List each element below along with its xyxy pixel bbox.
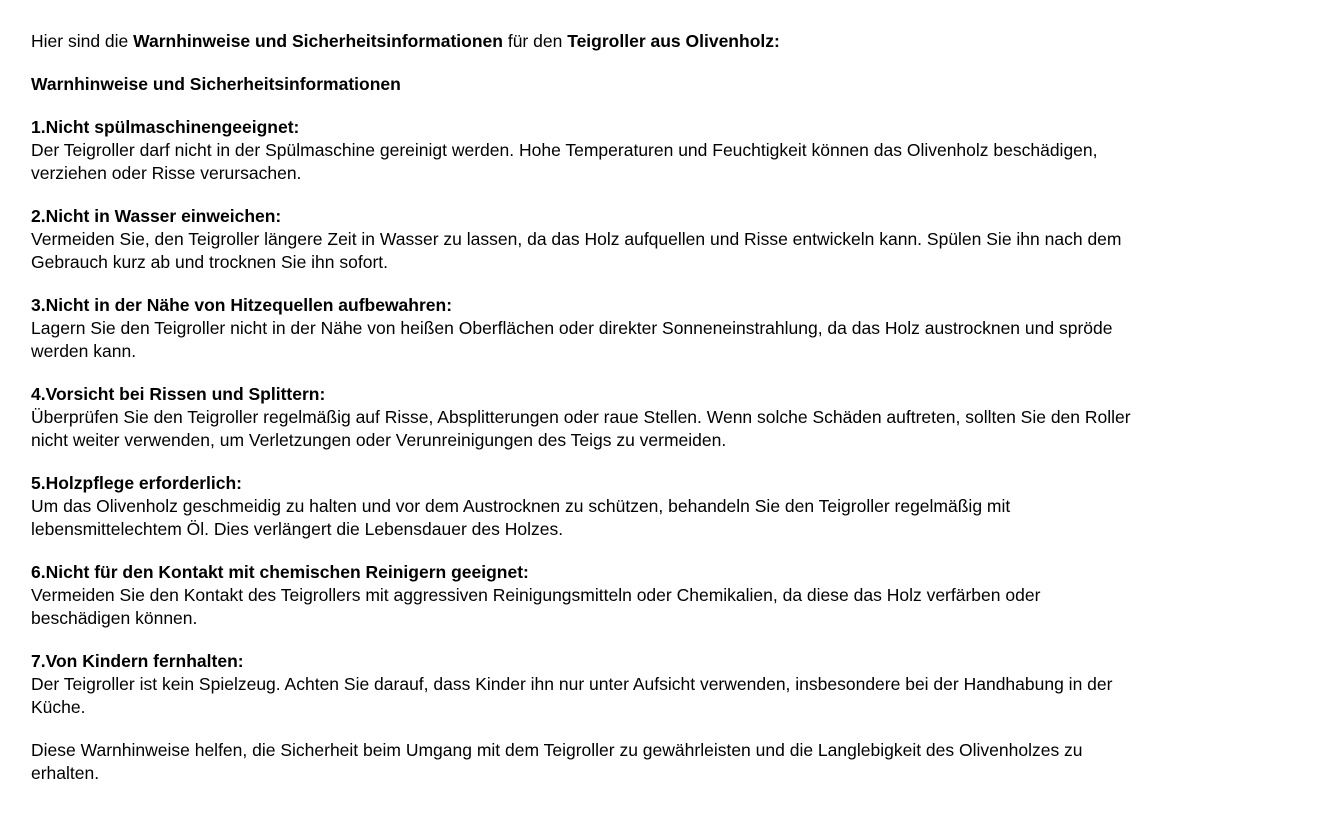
warning-title: 3.Nicht in der Nähe von Hitzequellen aufbewahren: xyxy=(31,295,453,315)
warning-text-line: beschädigen können. xyxy=(31,608,198,628)
warning-text-line: Vermeiden Sie den Kontakt des Teigrollers mit aggressiven Reinigungsmitteln oder Chemikalien, da diese das Holz verfärben oder xyxy=(31,585,1041,605)
warning-text-line: lebensmittelechtem Öl. Dies verlängert die Lebensdauer des Holzes. xyxy=(31,519,564,539)
warning-text-line: werden kann. xyxy=(31,341,137,361)
warning-title: 6.Nicht für den Kontakt mit chemischen Reinigern geeignet: xyxy=(31,562,529,582)
warning-title: 2.Nicht in Wasser einweichen: xyxy=(31,206,282,226)
warning-title: 7.Von Kindern fernhalten: xyxy=(31,651,244,671)
warning-text-line: nicht weiter verwenden, um Verletzungen oder Verunreinigungen des Teigs zu vermeiden. xyxy=(31,430,727,450)
warning-text-line: Überprüfen Sie den Teigroller regelmäßig auf Risse, Absplitterungen oder raue Stellen. Wenn solche Schäden auftreten, sollten Sie den Roller xyxy=(31,407,1131,427)
closing-paragraph xyxy=(31,739,1299,785)
warning-text-line: verziehen oder Risse verursachen. xyxy=(31,163,302,183)
warning-text-line: Der Teigroller ist kein Spielzeug. Achten Sie darauf, dass Kinder ihn nur unter Aufsicht verwenden, insbesondere bei der Handhabung in der xyxy=(31,674,1113,694)
warning-section-3 xyxy=(31,294,1299,363)
intro-bold-product: Teigroller aus Olivenholz: xyxy=(567,31,780,51)
document-heading: Warnhinweise und Sicherheitsinformationen xyxy=(31,74,401,94)
warning-section-1 xyxy=(31,116,1299,185)
warning-text-line: Lagern Sie den Teigroller nicht in der Nähe von heißen Oberflächen oder direkter Sonneneinstrahlung, da das Holz austrocknen und spröde xyxy=(31,318,1113,338)
warning-section-6 xyxy=(31,561,1299,630)
warning-section-4 xyxy=(31,383,1299,452)
warning-text-line: Um das Olivenholz geschmeidig zu halten und vor dem Austrocknen zu schützen, behandeln Sie den Teigroller regelmäßig mit xyxy=(31,496,1011,516)
warning-title: 4.Vorsicht bei Rissen und Splittern: xyxy=(31,384,326,404)
intro-bold-warnings: Warnhinweise und Sicherheitsinformationen xyxy=(133,31,503,51)
intro-paragraph xyxy=(31,30,1299,53)
closing-text-line: erhalten. xyxy=(31,763,100,783)
warning-text-line: Gebrauch kurz ab und trocknen Sie ihn sofort. xyxy=(31,252,389,272)
warning-title: 5.Holzpflege erforderlich: xyxy=(31,473,243,493)
warning-text-line: Küche. xyxy=(31,697,86,717)
warning-section-5 xyxy=(31,472,1299,541)
warning-section-7 xyxy=(31,650,1299,719)
warning-text-line: Vermeiden Sie, den Teigroller längere Zeit in Wasser zu lassen, da das Holz aufquellen und Risse entwickeln kann. Spülen Sie ihn nach dem xyxy=(31,229,1122,249)
warning-text-line: Der Teigroller darf nicht in der Spülmaschine gereinigt werden. Hohe Temperaturen und Feuchtigkeit können das Olivenholz beschädigen, xyxy=(31,140,1098,160)
intro-prefix: Hier sind die xyxy=(31,31,134,51)
warning-title: 1.Nicht spülmaschinengeeignet: xyxy=(31,117,300,137)
warning-section-2 xyxy=(31,205,1299,274)
closing-text-line: Diese Warnhinweise helfen, die Sicherheit beim Umgang mit dem Teigroller zu gewährleisten und die Langlebigkeit des Olivenholzes zu xyxy=(31,740,1083,760)
intro-middle: für den xyxy=(502,31,568,51)
